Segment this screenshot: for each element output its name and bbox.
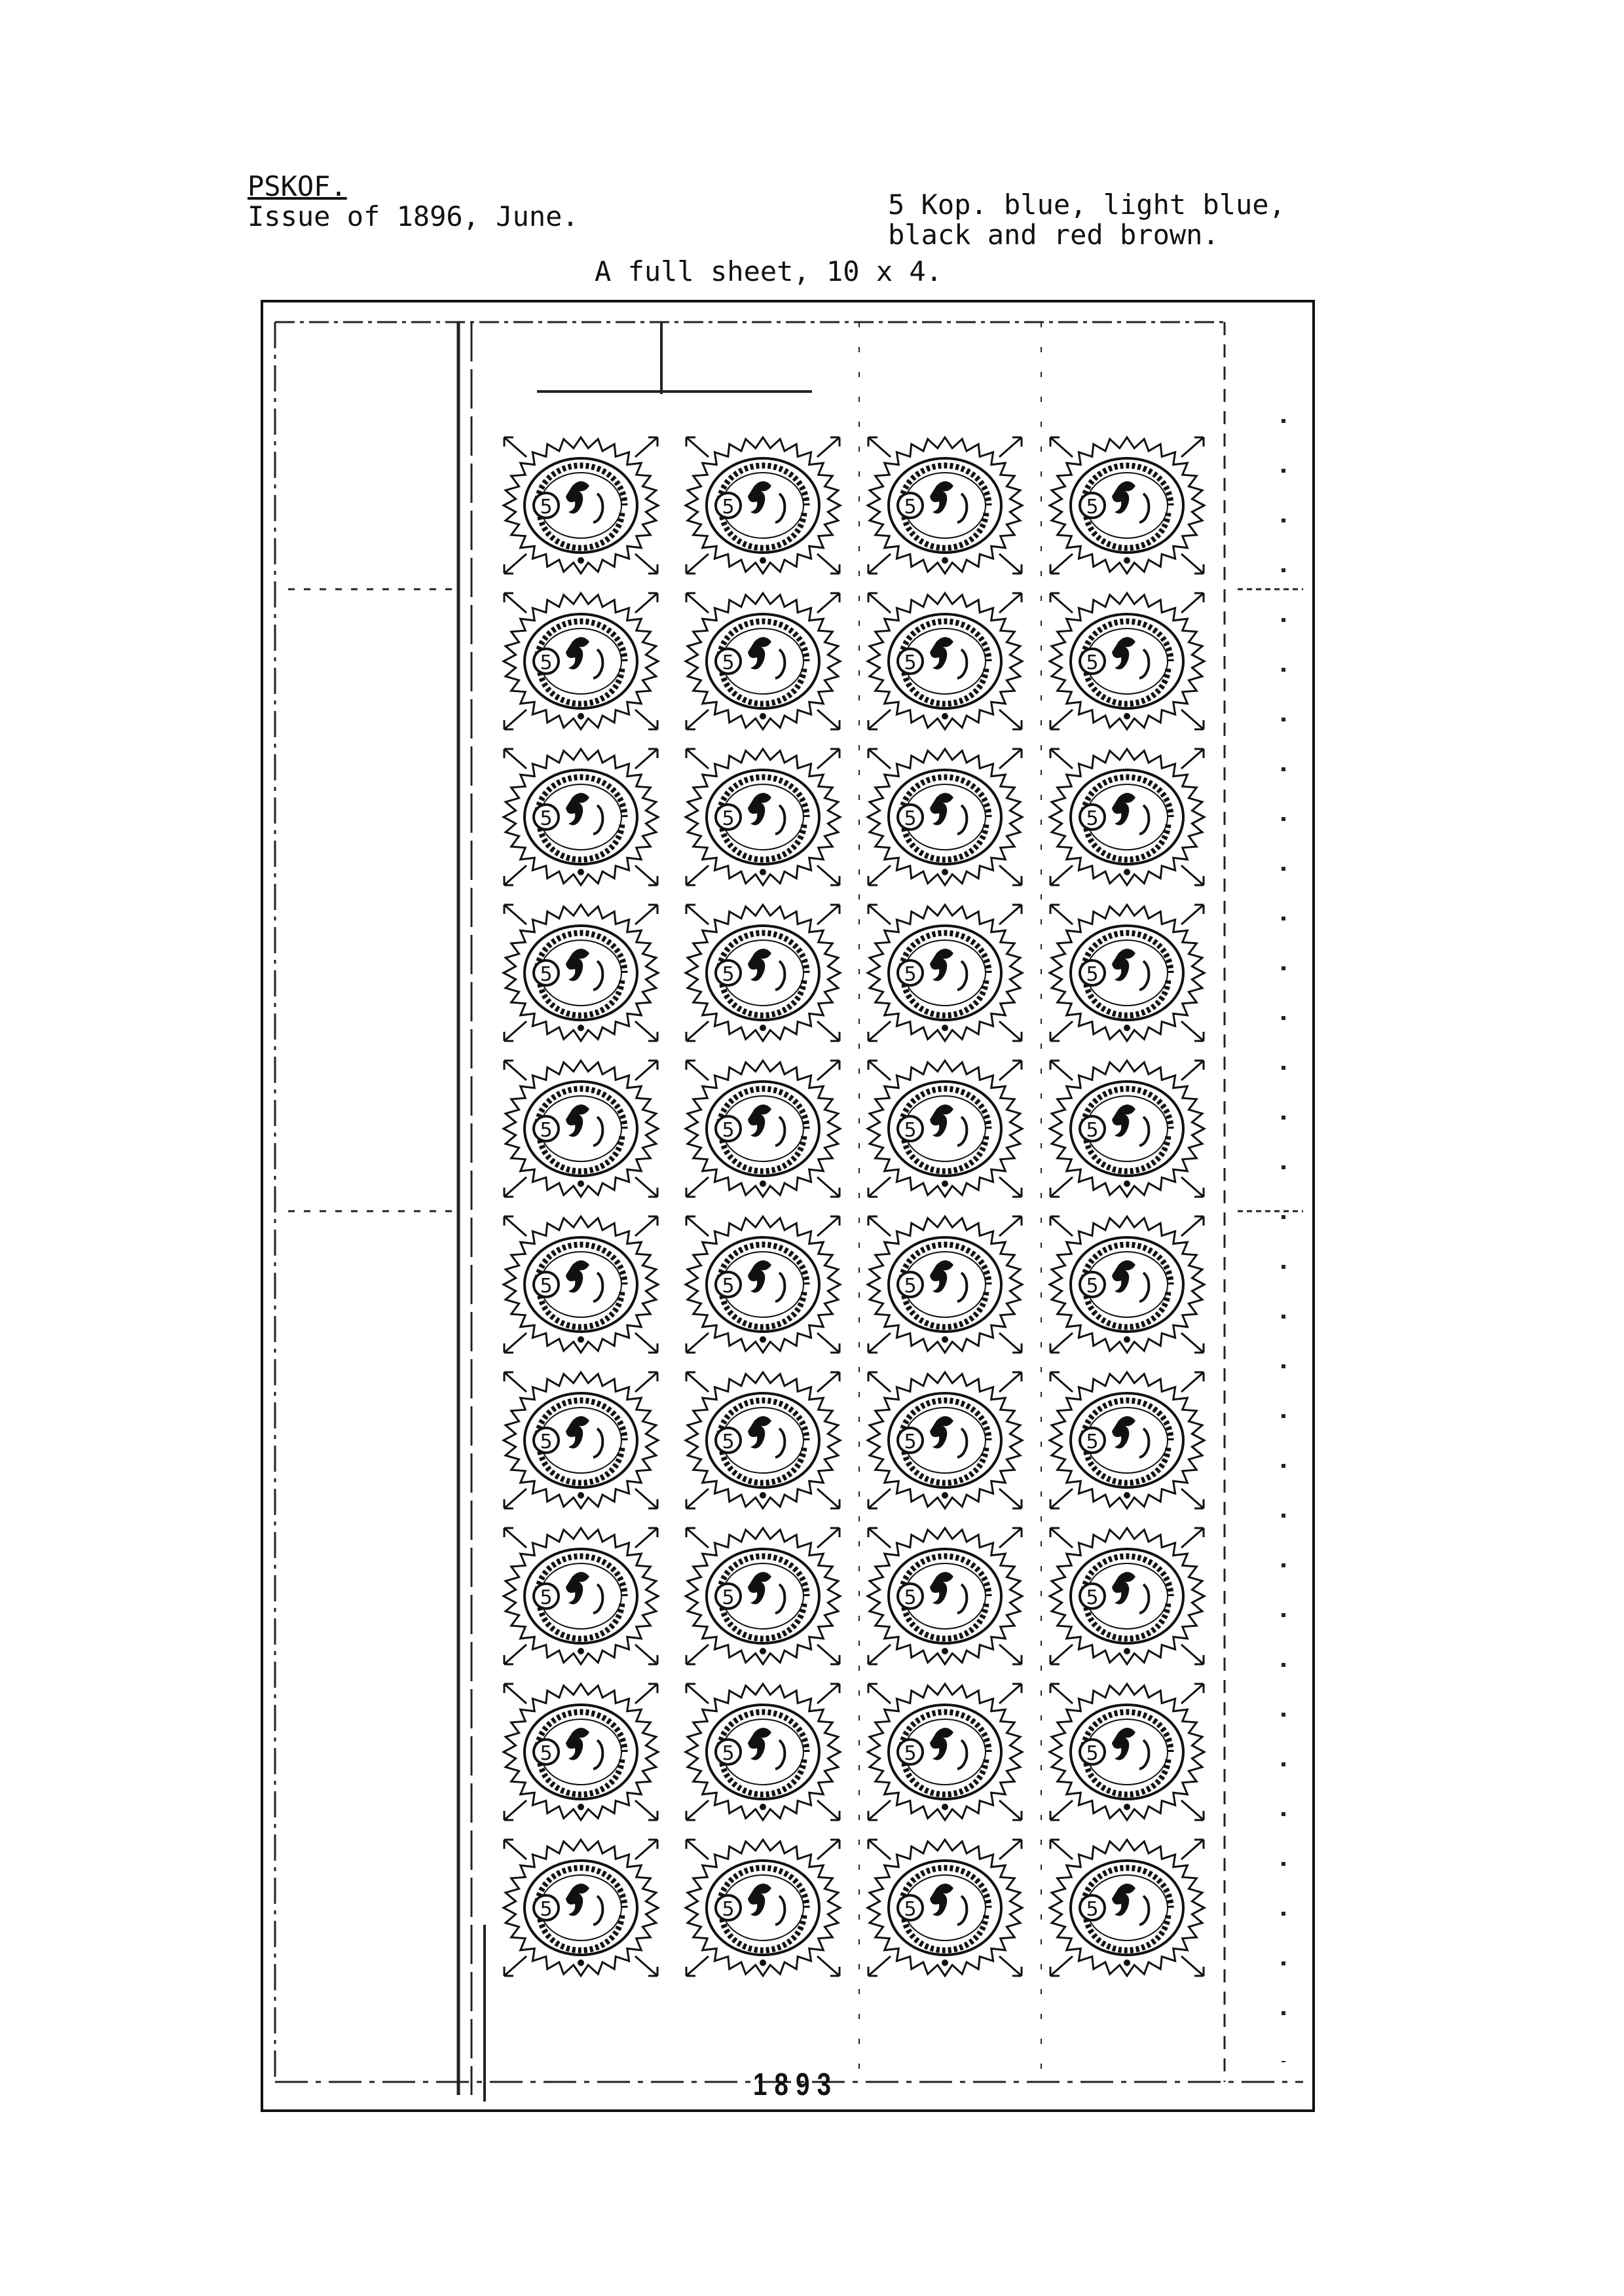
sheet-caption: A full sheet, 10 x 4. [595,255,943,287]
stamp [863,744,1027,890]
svg-text:5: 5 [540,1898,553,1921]
stamp [499,1367,663,1514]
stamp [681,432,845,579]
svg-text:5: 5 [1086,807,1099,830]
svg-text:5: 5 [904,807,917,830]
stamp [1045,1211,1209,1358]
stamp [681,1679,845,1825]
svg-text:5: 5 [1086,496,1099,519]
stamp [863,1679,1027,1825]
svg-text:5: 5 [722,1275,735,1298]
stamp [499,900,663,1046]
svg-text:5: 5 [1086,1586,1099,1609]
svg-text:5: 5 [1086,963,1099,986]
stamp [1045,1834,1209,1981]
svg-text:5: 5 [904,1742,917,1765]
stamp [863,900,1027,1046]
svg-text:5: 5 [540,1119,553,1142]
svg-text:5: 5 [1086,1898,1099,1921]
stamp [1045,900,1209,1046]
stamp [1045,432,1209,579]
stamp [1045,1367,1209,1514]
svg-text:5: 5 [540,651,553,674]
stamp [499,1211,663,1358]
stamp [863,1523,1027,1669]
stamp [681,1055,845,1202]
stamp [863,1834,1027,1981]
stamp-description-line-1: 5 Kop. blue, light blue, [888,189,1285,221]
svg-text:5: 5 [722,651,735,674]
svg-text:5: 5 [722,1586,735,1609]
stamp [499,1679,663,1825]
stamp [681,1211,845,1358]
stamp [863,1055,1027,1202]
svg-text:5: 5 [540,807,553,830]
svg-text:5: 5 [904,1119,917,1142]
svg-text:5: 5 [540,963,553,986]
stamp [1045,588,1209,735]
stamp [1045,1679,1209,1825]
svg-text:5: 5 [904,1430,917,1453]
stamp [499,588,663,735]
svg-text:5: 5 [722,1898,735,1921]
stamp [499,1523,663,1669]
stamp [1045,1055,1209,1202]
stamp [681,1523,845,1669]
svg-text:5: 5 [722,496,735,519]
stamp [681,744,845,890]
svg-text:5: 5 [722,807,735,830]
svg-text:5: 5 [904,963,917,986]
svg-text:5: 5 [1086,1119,1099,1142]
svg-text:5: 5 [904,1275,917,1298]
svg-text:5: 5 [1086,651,1099,674]
svg-text:5: 5 [540,1430,553,1453]
svg-text:5: 5 [1086,1430,1099,1453]
page-number: 1893 [753,2068,839,2102]
stamp [681,588,845,735]
stamp [499,1834,663,1981]
svg-text:5: 5 [722,1119,735,1142]
svg-text:5: 5 [904,496,917,519]
stamp [681,1367,845,1514]
stamp [863,1367,1027,1514]
page-heading: PSKOF. [248,170,347,202]
stamp [681,1834,845,1981]
svg-text:5: 5 [904,651,917,674]
stamp [863,1211,1027,1358]
stamp [863,432,1027,579]
svg-text:5: 5 [1086,1742,1099,1765]
issue-line: Issue of 1896, June. [248,200,579,232]
svg-text:5: 5 [904,1586,917,1609]
stamp [499,744,663,890]
svg-text:5: 5 [904,1898,917,1921]
svg-text:5: 5 [722,1430,735,1453]
svg-text:5: 5 [540,1742,553,1765]
svg-text:5: 5 [722,963,735,986]
svg-text:5: 5 [722,1742,735,1765]
stamp [499,1055,663,1202]
stamp [1045,744,1209,890]
svg-text:5: 5 [540,496,553,519]
stamp [681,900,845,1046]
svg-text:5: 5 [540,1275,553,1298]
svg-text:5: 5 [540,1586,553,1609]
stamp [1045,1523,1209,1669]
stamp [863,588,1027,735]
stamp-description-line-2: black and red brown. [888,219,1219,251]
svg-text:5: 5 [1086,1275,1099,1298]
stamp [499,432,663,579]
